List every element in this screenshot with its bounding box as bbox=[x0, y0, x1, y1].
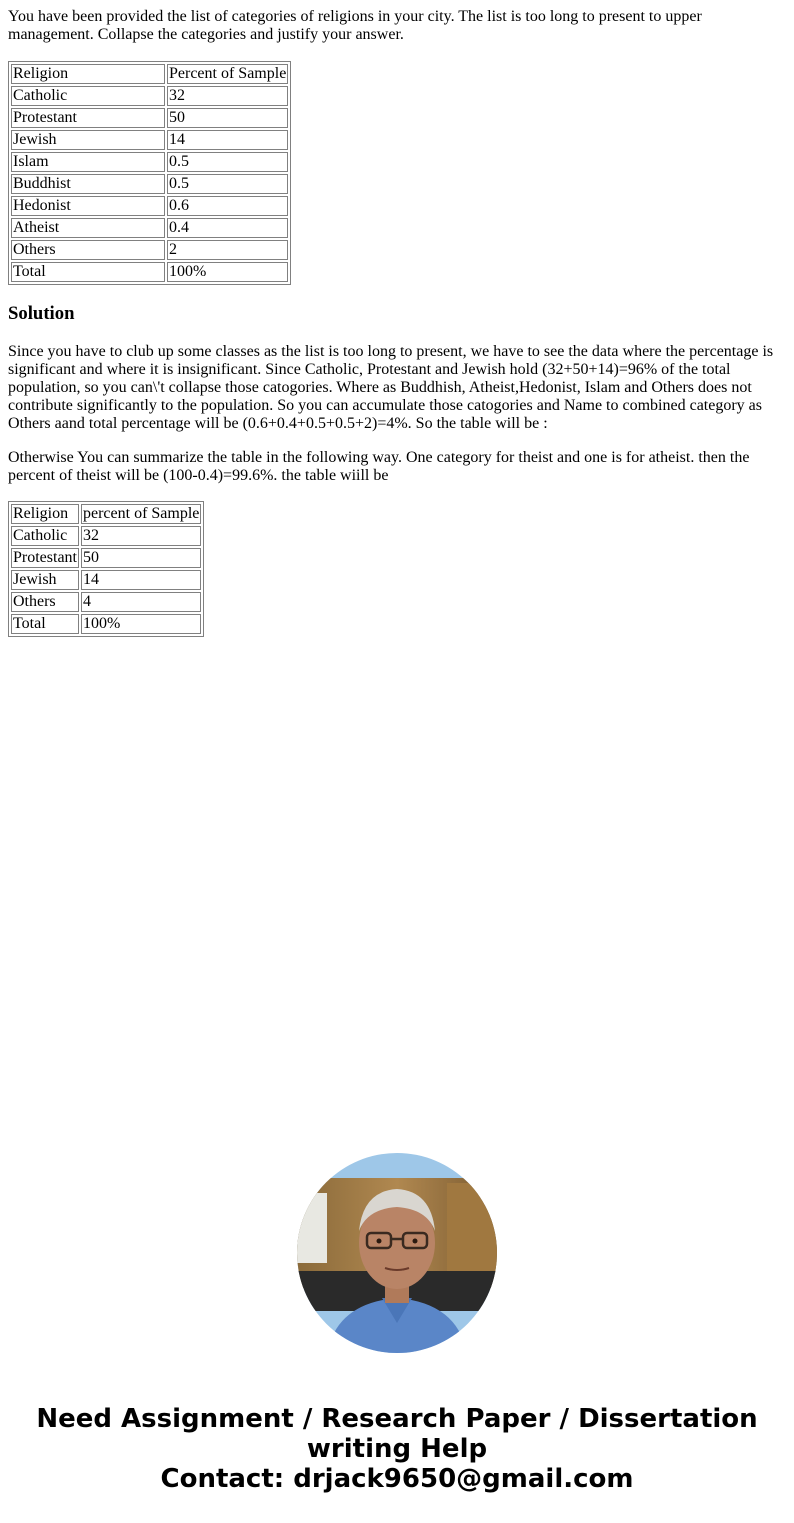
table-row bbox=[11, 526, 201, 546]
table-cell: Total bbox=[11, 614, 79, 634]
table-cell: 32 bbox=[167, 86, 288, 106]
table-header-row bbox=[11, 64, 288, 84]
table-cell: 0.4 bbox=[167, 218, 288, 238]
table-cell: Others bbox=[11, 240, 165, 260]
table-row bbox=[11, 570, 201, 590]
table-header-cell: Percent of Sample bbox=[169, 65, 287, 82]
footer-line-2: writing Help bbox=[306, 1434, 488, 1464]
table-cell: 32 bbox=[81, 526, 201, 546]
footer-line-1: Need Assignment / Research Paper / Dissertation bbox=[36, 1404, 758, 1434]
table-cell: 100% bbox=[167, 262, 288, 282]
table-cell: Jewish bbox=[11, 570, 79, 590]
table-row bbox=[11, 174, 288, 194]
table-header-cell: Religion bbox=[11, 504, 79, 524]
author-photo bbox=[297, 1153, 497, 1353]
table-cell: Atheist bbox=[11, 218, 165, 238]
table-cell: Catholic bbox=[11, 526, 79, 546]
table-cell: Protestant bbox=[13, 549, 77, 566]
table-cell: 50 bbox=[167, 108, 288, 128]
footer-banner bbox=[0, 1404, 794, 1494]
religion-table-original bbox=[8, 61, 291, 285]
document-body bbox=[8, 8, 786, 637]
table-cell: Buddhist bbox=[11, 174, 165, 194]
table-cell: Others bbox=[11, 592, 79, 612]
table-cell: Jewish bbox=[11, 130, 165, 150]
table-row bbox=[11, 614, 201, 634]
table-cell: Protestant bbox=[11, 108, 165, 128]
table-row bbox=[11, 240, 288, 260]
table-cell: 0.5 bbox=[167, 174, 288, 194]
table-header-cell: percent of Sample bbox=[83, 505, 200, 522]
table-cell: Islam bbox=[11, 152, 165, 172]
table-cell: 0.5 bbox=[167, 152, 288, 172]
solution-paragraph-2: Otherwise You can summarize the table in the following way. One category for theist and one is for atheist. then the percent of theist will be (100-0.4)=99.6%. the table wiill be bbox=[8, 449, 750, 484]
table-header-row bbox=[11, 504, 201, 524]
footer-contact: Contact: drjack9650@gmail.com bbox=[160, 1464, 634, 1494]
table-cell: Hedonist bbox=[11, 196, 165, 216]
religion-table-collapsed bbox=[8, 501, 204, 637]
table-cell: Total bbox=[11, 262, 165, 282]
table-cell: 100% bbox=[81, 614, 201, 634]
table-row bbox=[11, 130, 288, 150]
table-cell: 14 bbox=[81, 570, 201, 590]
table-cell: Catholic bbox=[11, 86, 165, 106]
table-cell: 14 bbox=[167, 130, 288, 150]
table-cell: 2 bbox=[167, 240, 288, 260]
table-cell: 0.6 bbox=[167, 196, 288, 216]
question-text: You have been provided the list of categories of religions in your city. The list is too long to present to upper management. Collapse the categories and justify your answer. bbox=[8, 8, 702, 43]
religion-table-collapsed-body bbox=[11, 504, 201, 634]
table-row bbox=[11, 86, 288, 106]
table-cell: 50 bbox=[81, 548, 201, 568]
solution-section bbox=[8, 343, 786, 485]
solution-paragraph-1: Since you have to club up some classes as the list is too long to present, we have to see the data where the percentage is significant and where it is insignificant. Since Catholic, Protestant and Jewish hold (32+50+14)=96% of the total population, so you can\'t collapse those catogories. Where as Buddhish, Atheist,Hedonist, Islam and Others does not contribute significantly to the population. So you can accumulate those catogories and Name to combined category as Others aand total percentage will be (0.6+0.4+0.5+0.5+2)=4%. So the table will be : bbox=[8, 343, 774, 432]
table-row bbox=[11, 152, 288, 172]
table-row bbox=[11, 108, 288, 128]
author-photo-image bbox=[297, 1153, 497, 1353]
table-header-cell: Religion bbox=[11, 64, 165, 84]
table-row bbox=[11, 548, 201, 568]
table-row bbox=[11, 218, 288, 238]
solution-heading: Solution bbox=[8, 303, 75, 324]
religion-table-original-body bbox=[11, 64, 288, 282]
table-row bbox=[11, 262, 288, 282]
table-cell: 4 bbox=[81, 592, 201, 612]
table-row bbox=[11, 592, 201, 612]
table-row bbox=[11, 196, 288, 216]
